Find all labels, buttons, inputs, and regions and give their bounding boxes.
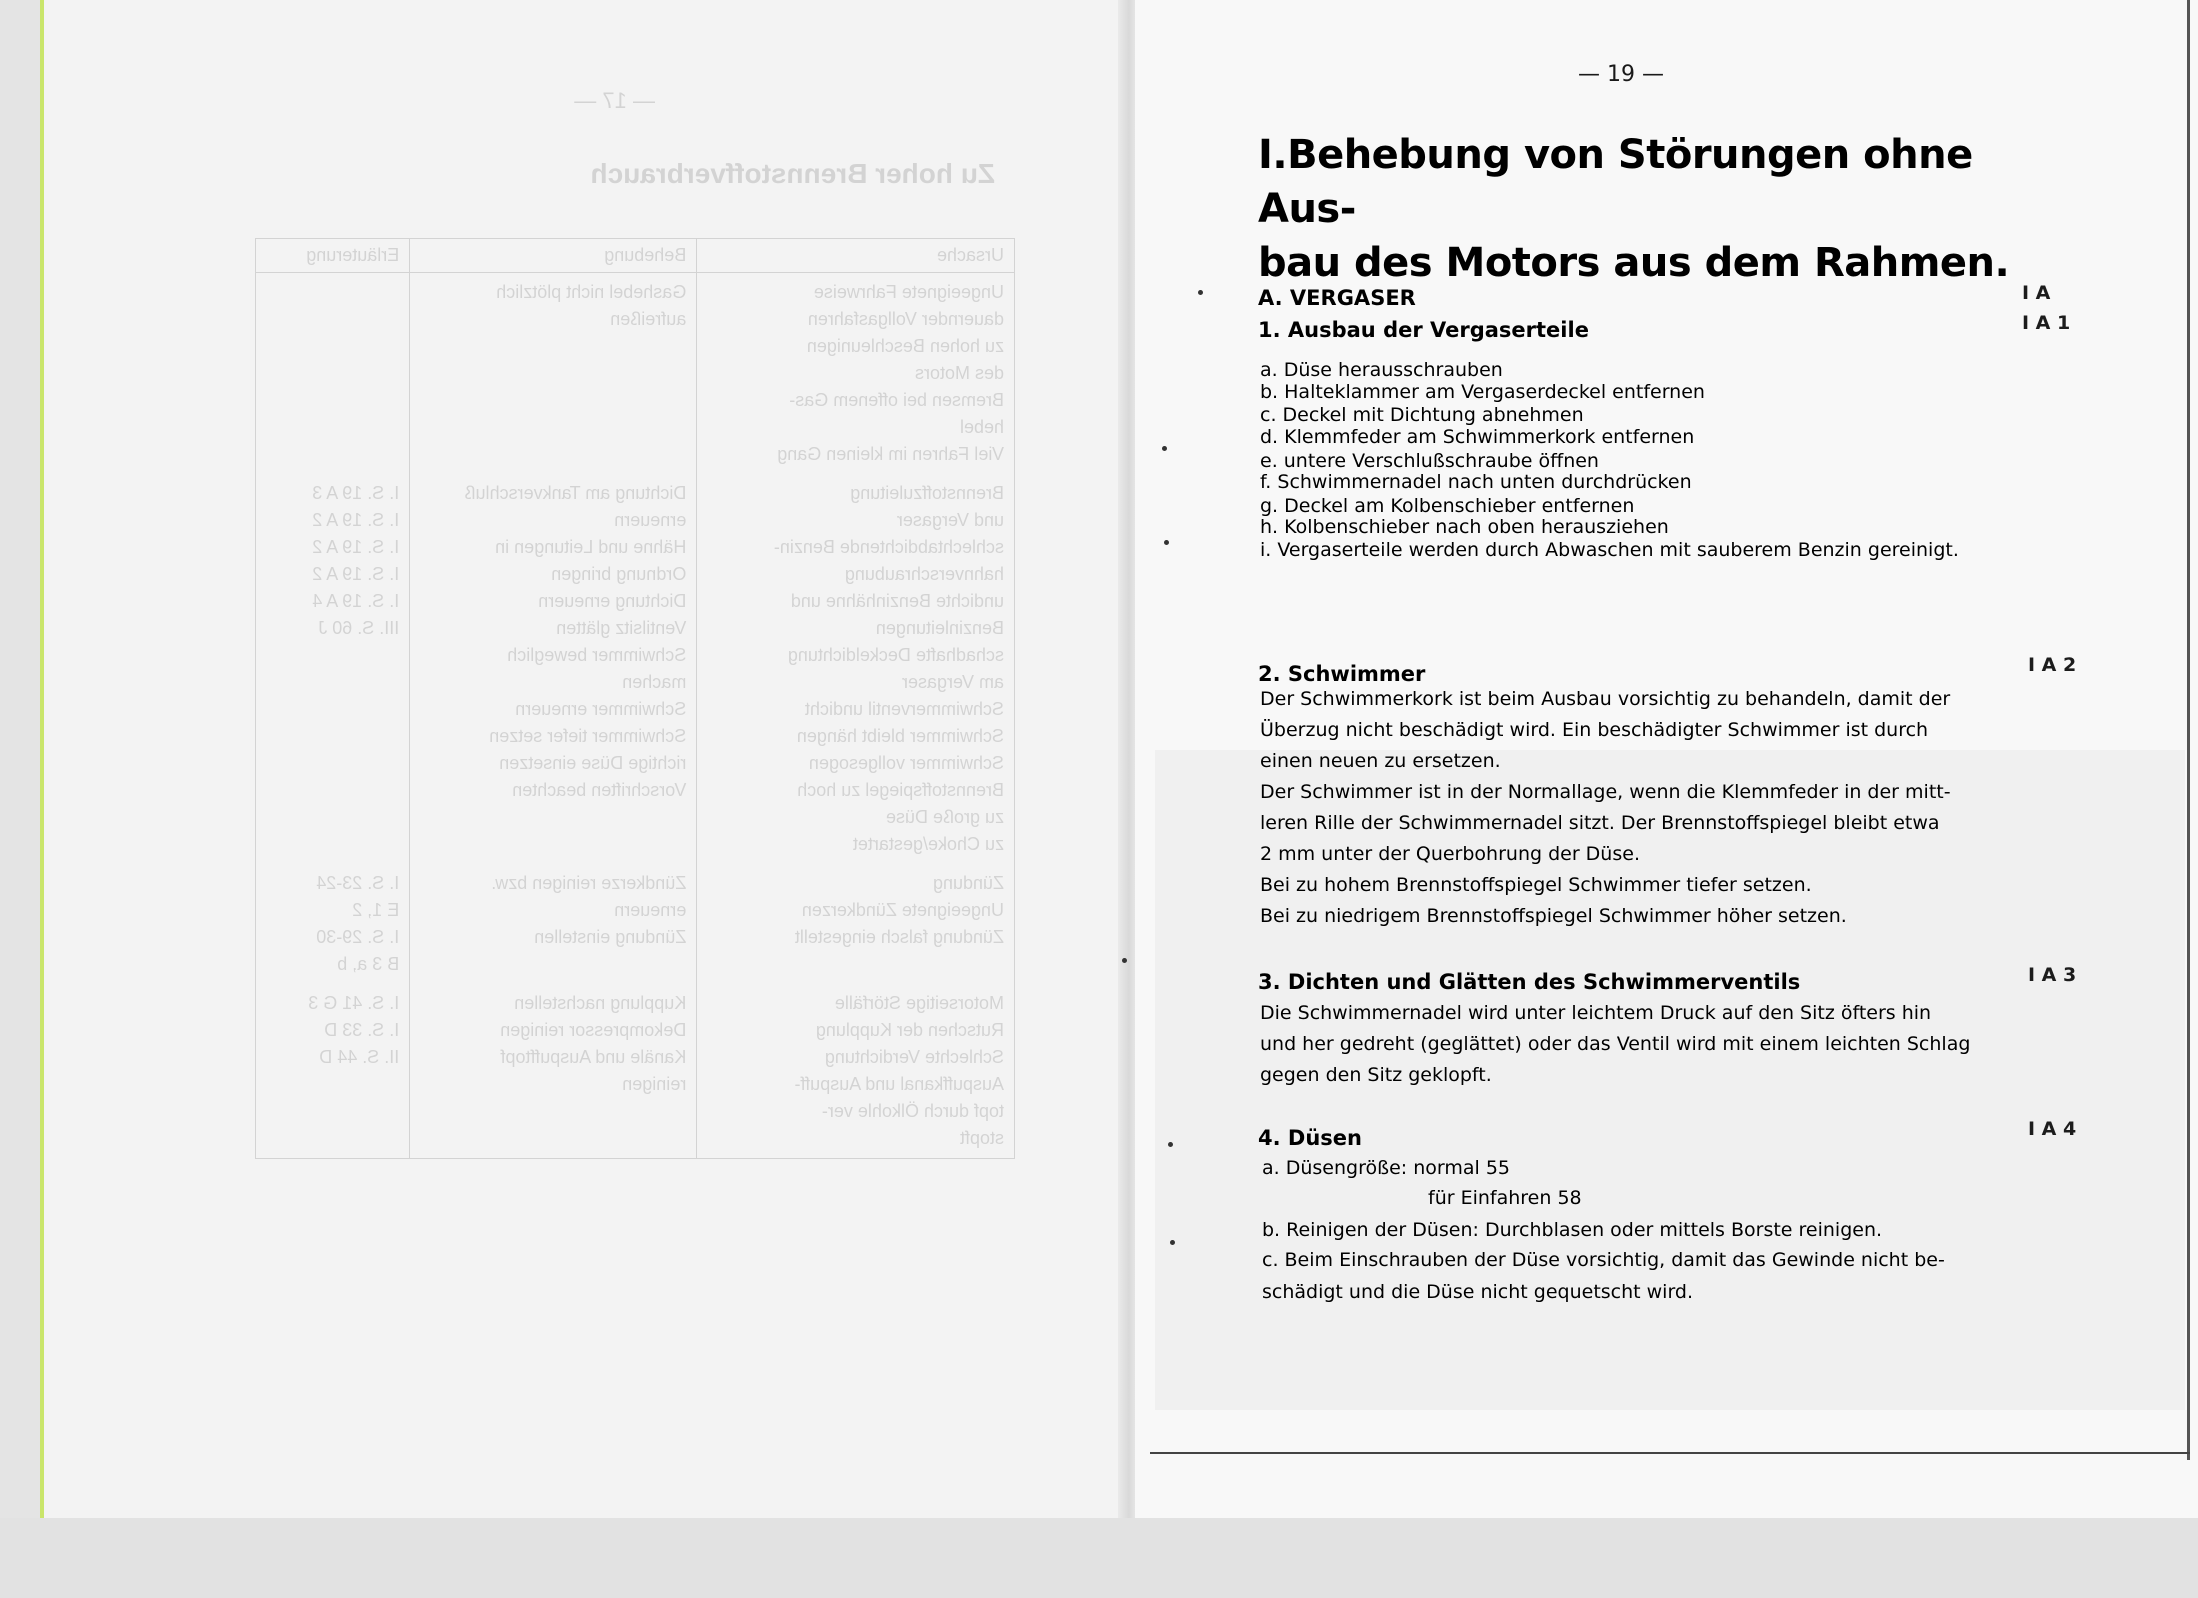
- disassembly-step: e. untere Verschlußschraube öffnen: [1260, 450, 1599, 472]
- table-cell-line: Zündung: [932, 873, 1004, 893]
- table-cell-line: Dekompressor reinigen: [500, 1020, 687, 1040]
- table-cell-remedy: [410, 864, 697, 984]
- table-cell-line: Schwimmer tiefer setzen: [489, 726, 687, 746]
- disassembly-step: d. Klemmfeder am Schwimmerkork entfernen: [1260, 426, 1695, 448]
- table-cell-line: Ventilsitz glätten: [556, 618, 687, 638]
- table-cell-remedy: [410, 984, 697, 1159]
- subsection-heading-dichten: 3. Dichten und Glätten des Schwimmerventils: [1258, 970, 1801, 994]
- table-row: [256, 864, 1015, 984]
- table-cell-line: Rutschen der Kupplung: [815, 1020, 1004, 1040]
- subsection-code: I A 4: [2028, 1118, 2077, 1140]
- scan-speck: [1164, 540, 1169, 545]
- table-cell-line: I. S. 33 D: [324, 1020, 400, 1040]
- disassembly-step: h. Kolbenschieber nach oben herausziehen: [1260, 516, 1669, 538]
- duesen-line: c. Beim Einschrauben der Düse vorsichtig, damit das Gewinde nicht be-: [1262, 1249, 1945, 1271]
- table-cell-line: stopft: [959, 1128, 1004, 1148]
- paragraph-line: einen neuen zu ersetzen.: [1260, 750, 1501, 772]
- page-number: — 19 —: [1578, 62, 1664, 87]
- table-cell-cause: [697, 984, 1015, 1159]
- table-cell-line: III. S. 60 J: [318, 618, 400, 638]
- scan-speck: [1198, 290, 1203, 295]
- left-page-title: Zu hoher Brennstoffverbrauch: [590, 158, 995, 189]
- section-heading-vergaser: A. VERGASER: [1258, 286, 1416, 310]
- table-cell-line: und Vergaser: [896, 510, 1004, 530]
- table-cell-line: I. S. 19 A 4: [312, 591, 400, 611]
- table-cell-line: hahnverschraubung: [844, 564, 1004, 584]
- table-cell-ref: [256, 474, 410, 864]
- paragraph-line: Bei zu niedrigem Brennstoffspiegel Schwimmer höher setzen.: [1260, 905, 1847, 927]
- table-cell-line: Ungeeignete Zündkerzen: [801, 900, 1004, 920]
- table-cell-line: Schwimmer erneuern: [515, 699, 687, 719]
- table-cell-line: Auspuffkanal und Auspuff-: [794, 1074, 1004, 1094]
- table-cell-line: I. S. 23-24: [316, 873, 400, 893]
- troubleshooting-table: [255, 238, 1015, 1159]
- disassembly-step: g. Deckel am Kolbenschieber entfernen: [1260, 495, 1635, 517]
- scan-background: [0, 1518, 2198, 1598]
- paragraph-line: Der Schwimmer ist in der Normallage, wenn die Klemmfeder in der mitt-: [1260, 781, 1951, 803]
- table-cell-line: erneuern: [614, 510, 687, 530]
- table-header-cause: Ursache: [697, 239, 1015, 273]
- scan-speck: [1122, 958, 1127, 963]
- table-cell-ref: [256, 984, 410, 1159]
- table-cell-line: Vorschriften beachten: [512, 780, 687, 800]
- table-cell-remedy: [410, 273, 697, 475]
- table-cell-line: I. S. 41 G 3: [308, 993, 400, 1013]
- table-cell-line: zu hohen Beschleunigen: [806, 336, 1004, 356]
- table-cell-line: Schwimmer bleibt hängen: [796, 726, 1004, 746]
- section-code: I A: [2022, 282, 2051, 304]
- table-cell-cause: [697, 273, 1015, 475]
- table-cell-line: Zündkerze reinigen bzw.: [491, 873, 687, 893]
- table-row: [256, 474, 1015, 864]
- duesen-line: b. Reinigen der Düsen: Durchblasen oder mittels Borste reinigen.: [1262, 1219, 1883, 1241]
- table-cell-line: Kanäle und Auspufftopf: [500, 1047, 687, 1067]
- table-cell-line: Hähne und Leitungen in: [495, 537, 687, 557]
- duesen-line: für Einfahren 58: [1428, 1187, 1582, 1209]
- duesen-line: schädigt und die Düse nicht gequetscht wird.: [1262, 1281, 1694, 1303]
- table-cell-line: Brennstoffzuleitung: [850, 483, 1004, 503]
- table-cell-line: am Vergaser: [901, 672, 1004, 692]
- table-cell-line: Gashebel nicht plötzlich: [496, 282, 687, 302]
- table-cell-line: Benzinleitungen: [875, 618, 1004, 638]
- paragraph-line: Die Schwimmernadel wird unter leichtem Druck auf den Sitz öfters hin: [1260, 1002, 1932, 1024]
- table-cell-line: II. S. 44 D: [319, 1047, 400, 1067]
- table-row: [256, 984, 1015, 1159]
- table-cell-line: erneuern: [614, 900, 687, 920]
- table-cell-line: schlechtabdichtende Benzin-: [773, 537, 1004, 557]
- table-cell-line: I. S. 29-30: [316, 927, 400, 947]
- page-edge-line: [2187, 0, 2190, 1460]
- table-cell-line: undichte Benzinhähne und: [790, 591, 1004, 611]
- table-cell-ref: [256, 273, 410, 475]
- table-header-reference: Erläuterung: [256, 239, 410, 273]
- subsection-heading-ausbau: 1. Ausbau der Vergaserteile: [1258, 318, 1589, 342]
- subsection-heading-duesen: 4. Düsen: [1258, 1126, 1362, 1150]
- paragraph-line: und her gedreht (geglättet) oder das Ventil wird mit einem leichten Schlag: [1260, 1033, 1971, 1055]
- left-page-number: — 17 —: [574, 88, 655, 113]
- table-cell-line: hebel: [959, 417, 1004, 437]
- table-cell-line: machen: [622, 672, 687, 692]
- table-cell-line: I. S. 19 A 2: [312, 564, 400, 584]
- subsection-heading-schwimmer: 2. Schwimmer: [1258, 662, 1426, 686]
- table-cell-line: Dichtung am Tankverschluß: [464, 483, 687, 503]
- subsection-code: I A 3: [2028, 964, 2077, 986]
- table-row: [256, 273, 1015, 475]
- bottom-rule: [1150, 1452, 2190, 1454]
- table-cell-line: E 1, 2: [352, 900, 400, 920]
- chapter-title-line: I.Behebung von Störungen ohne Aus-: [1258, 132, 1973, 232]
- paragraph-line: leren Rille der Schwimmernadel sitzt. Der Brennstoffspiegel bleibt etwa: [1260, 812, 1940, 834]
- table-cell-line: Zündung einstellen: [534, 927, 687, 947]
- table-cell-line: Ungeeignete Fahrweise: [813, 282, 1004, 302]
- table-cell-line: Zündung falsch eingestellt: [794, 927, 1004, 947]
- scan-speck: [1162, 446, 1167, 451]
- table-header-remedy: Behebung: [410, 239, 697, 273]
- table-cell-line: Brennstoffspiegel zu hoch: [797, 780, 1004, 800]
- paragraph-line: gegen den Sitz geklopft.: [1260, 1064, 1492, 1086]
- paragraph-line: Überzug nicht beschädigt wird. Ein beschädigter Schwimmer ist durch: [1260, 719, 1929, 741]
- scan-speck: [1168, 1142, 1173, 1147]
- table-cell-line: Bremsen bei offenem Gas-: [789, 390, 1004, 410]
- dichten-paragraph: [1260, 998, 2000, 1091]
- disassembly-step: f. Schwimmernadel nach unten durchdrücken: [1260, 471, 1692, 493]
- table-cell-line: Schwimmer beweglich: [507, 645, 687, 665]
- subsection-code: I A 2: [2028, 654, 2077, 676]
- table-cell-cause: [697, 474, 1015, 864]
- table-cell-cause: [697, 864, 1015, 984]
- table-cell-line: richtige Düse einsetzen: [499, 753, 687, 773]
- table-cell-line: Schwimmerventil undicht: [804, 699, 1004, 719]
- table-cell-line: Viel Fahren im kleinen Gang: [777, 444, 1004, 464]
- table-cell-line: I. S. 19 A 2: [312, 510, 400, 530]
- chapter-title-line: bau des Motors aus dem Rahmen.: [1258, 240, 2010, 286]
- disassembly-step: c. Deckel mit Dichtung abnehmen: [1260, 404, 1584, 426]
- table-cell-line: Ordnung bringen: [551, 564, 687, 584]
- paragraph-line: Bei zu hohem Brennstoffspiegel Schwimmer tiefer setzen.: [1260, 874, 1812, 896]
- table-cell-line: I. S. 19 A 3: [312, 483, 400, 503]
- table-cell-line: reinigen: [622, 1074, 687, 1094]
- disassembly-step: i. Vergaserteile werden durch Abwaschen mit sauberem Benzin gereinigt.: [1260, 539, 1959, 561]
- table-cell-line: I. S. 19 A 2: [312, 537, 400, 557]
- left-page-showthrough: [255, 88, 1015, 1358]
- table-cell-line: Motorseitige Störfälle: [834, 993, 1004, 1013]
- paragraph-line: 2 mm unter der Querbohrung der Düse.: [1260, 843, 1640, 865]
- table-cell-line: dauernder Vollgasfahren: [807, 309, 1004, 329]
- duesen-line: a. Düsengröße: normal 55: [1262, 1157, 1510, 1179]
- table-cell-remedy: [410, 474, 697, 864]
- table-cell-line: Kupplung nachstellen: [514, 993, 687, 1013]
- table-cell-line: Dichtung erneuern: [538, 591, 687, 611]
- scan-speck: [1170, 1240, 1175, 1245]
- table-cell-line: zu Choke/gestartet: [852, 834, 1004, 854]
- schwimmer-paragraph: [1260, 684, 2000, 932]
- table-cell-line: Schlechte Verdichtung: [824, 1047, 1004, 1067]
- table-cell-line: Schwimmer vollgesogen: [808, 753, 1004, 773]
- table-cell-line: topf durch Ölkohle ver-: [821, 1101, 1004, 1121]
- paragraph-line: Der Schwimmerkork ist beim Ausbau vorsichtig zu behandeln, damit der: [1260, 688, 1951, 710]
- table-cell-line: aufreißen: [610, 309, 687, 329]
- table-cell-line: zu große Düse: [885, 807, 1004, 827]
- disassembly-step: a. Düse herausschrauben: [1260, 359, 1503, 381]
- table-cell-line: B 3 a, b: [337, 954, 400, 974]
- subsection-code: I A 1: [2022, 312, 2071, 334]
- table-cell-line: schadhafte Deckeldichtung: [787, 645, 1004, 665]
- chapter-title: [1258, 128, 2018, 290]
- table-cell-ref: [256, 864, 410, 984]
- table-cell-line: des Motors: [914, 363, 1004, 383]
- disassembly-step: b. Halteklammer am Vergaserdeckel entfernen: [1260, 381, 1705, 403]
